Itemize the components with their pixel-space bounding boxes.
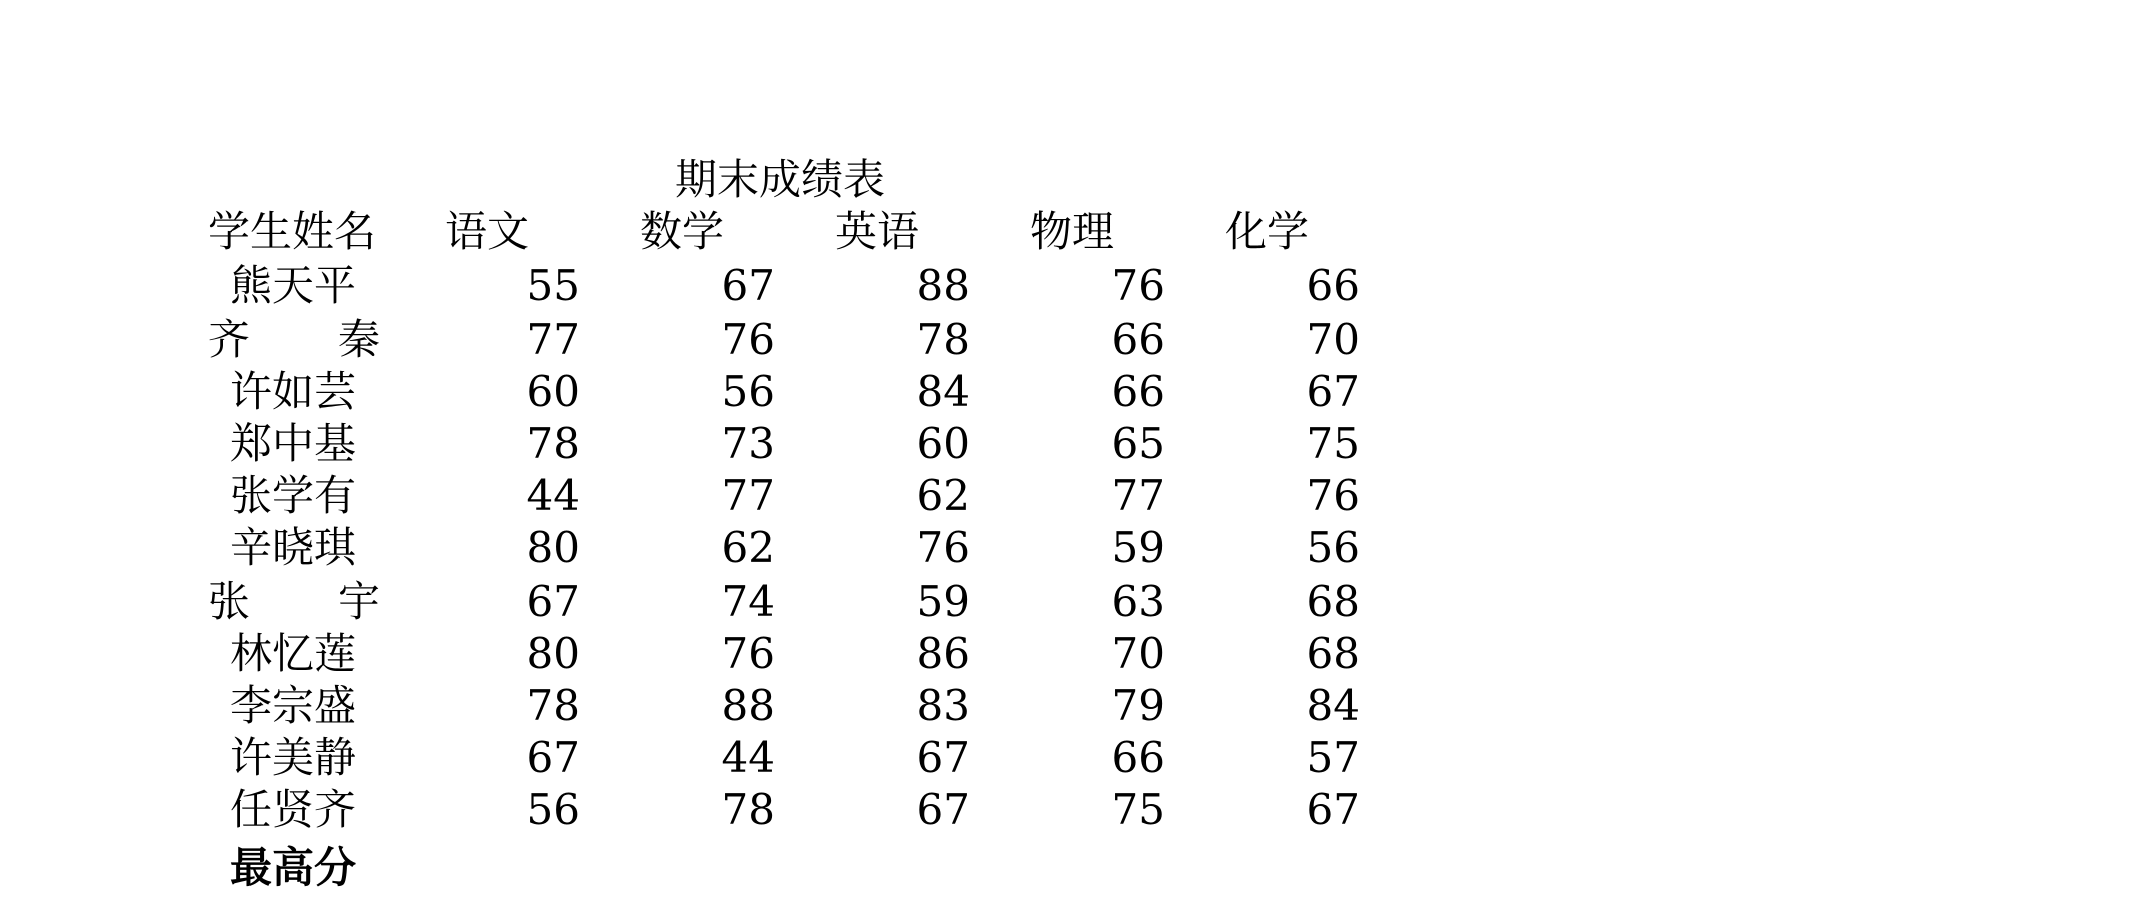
student-name: 许美静 <box>230 733 357 782</box>
score-physics: 79 <box>1111 681 1165 730</box>
student-name: 辛晓琪 <box>230 523 357 572</box>
student-name-char: 宇 <box>337 577 380 626</box>
score-math: 74 <box>721 577 775 626</box>
score-physics: 63 <box>1111 577 1165 626</box>
table-row <box>0 314 1400 366</box>
score-physics: 65 <box>1111 419 1165 468</box>
score-chemistry: 84 <box>1306 681 1360 730</box>
score-english: 62 <box>916 471 970 520</box>
score-math: 88 <box>721 681 775 730</box>
score-english: 60 <box>916 419 970 468</box>
score-physics: 59 <box>1111 523 1165 572</box>
score-english: 86 <box>916 629 970 678</box>
student-name: 郑中基 <box>230 419 357 468</box>
table-row <box>0 628 1400 680</box>
score-physics: 70 <box>1111 629 1165 678</box>
student-name <box>208 576 380 628</box>
score-math: 56 <box>721 367 775 416</box>
table-row <box>0 522 1400 574</box>
score-chemistry: 76 <box>1306 471 1360 520</box>
score-chemistry: 67 <box>1306 367 1360 416</box>
score-physics: 75 <box>1111 785 1165 834</box>
score-chinese: 60 <box>526 367 580 416</box>
score-physics: 76 <box>1111 261 1165 310</box>
score-chemistry: 68 <box>1306 577 1360 626</box>
student-name-char: 齐 <box>208 315 251 364</box>
student-name: 林忆莲 <box>230 629 357 678</box>
score-english: 78 <box>916 315 970 364</box>
summary-row <box>0 842 1400 894</box>
score-english: 84 <box>916 367 970 416</box>
score-english: 76 <box>916 523 970 572</box>
score-chemistry: 70 <box>1306 315 1360 364</box>
table-row <box>0 680 1400 732</box>
header-student-name: 学生姓名 <box>208 207 377 256</box>
score-chinese: 80 <box>526 629 580 678</box>
score-chinese: 55 <box>526 261 580 310</box>
score-chemistry: 68 <box>1306 629 1360 678</box>
score-english: 59 <box>916 577 970 626</box>
score-english: 83 <box>916 681 970 730</box>
table-row <box>0 260 1400 312</box>
student-name-char: 秦 <box>337 315 380 364</box>
score-physics: 66 <box>1111 733 1165 782</box>
score-physics: 66 <box>1111 367 1165 416</box>
score-math: 62 <box>721 523 775 572</box>
student-name: 张学有 <box>230 471 357 520</box>
table-row <box>0 732 1400 784</box>
header-chinese: 语文 <box>445 207 530 256</box>
score-chemistry: 57 <box>1306 733 1360 782</box>
score-math: 78 <box>721 785 775 834</box>
table-row <box>0 470 1400 522</box>
score-chinese: 67 <box>526 733 580 782</box>
score-math: 76 <box>721 629 775 678</box>
score-math: 77 <box>721 471 775 520</box>
score-chinese: 78 <box>526 681 580 730</box>
student-name: 许如芸 <box>230 367 357 416</box>
table-row <box>0 418 1400 470</box>
score-english: 88 <box>916 261 970 310</box>
table-row <box>0 576 1400 628</box>
score-math: 76 <box>721 315 775 364</box>
student-name <box>208 314 380 366</box>
max-score-label: 最高分 <box>230 843 357 892</box>
score-chemistry: 66 <box>1306 261 1360 310</box>
header-chemistry: 化学 <box>1225 207 1310 256</box>
score-math: 67 <box>721 261 775 310</box>
student-name: 任贤齐 <box>230 785 357 834</box>
header-english: 英语 <box>835 207 920 256</box>
student-name: 熊天平 <box>230 261 357 310</box>
score-math: 73 <box>721 419 775 468</box>
score-chinese: 80 <box>526 523 580 572</box>
student-name: 李宗盛 <box>230 681 357 730</box>
score-chinese: 44 <box>526 471 580 520</box>
score-chemistry: 56 <box>1306 523 1360 572</box>
student-name-char: 张 <box>208 577 251 626</box>
score-physics: 66 <box>1111 315 1165 364</box>
score-english: 67 <box>916 733 970 782</box>
score-chemistry: 67 <box>1306 785 1360 834</box>
score-chinese: 67 <box>526 577 580 626</box>
header-math: 数学 <box>640 207 725 256</box>
score-chinese: 77 <box>526 315 580 364</box>
sheet-title: 期末成绩表 <box>674 155 885 204</box>
score-chemistry: 75 <box>1306 419 1360 468</box>
score-chinese: 56 <box>526 785 580 834</box>
score-chinese: 78 <box>526 419 580 468</box>
score-english: 67 <box>916 785 970 834</box>
table-row <box>0 784 1400 836</box>
header-row <box>0 206 1400 258</box>
score-math: 44 <box>721 733 775 782</box>
score-physics: 77 <box>1111 471 1165 520</box>
table-row <box>0 366 1400 418</box>
header-physics: 物理 <box>1030 207 1115 256</box>
